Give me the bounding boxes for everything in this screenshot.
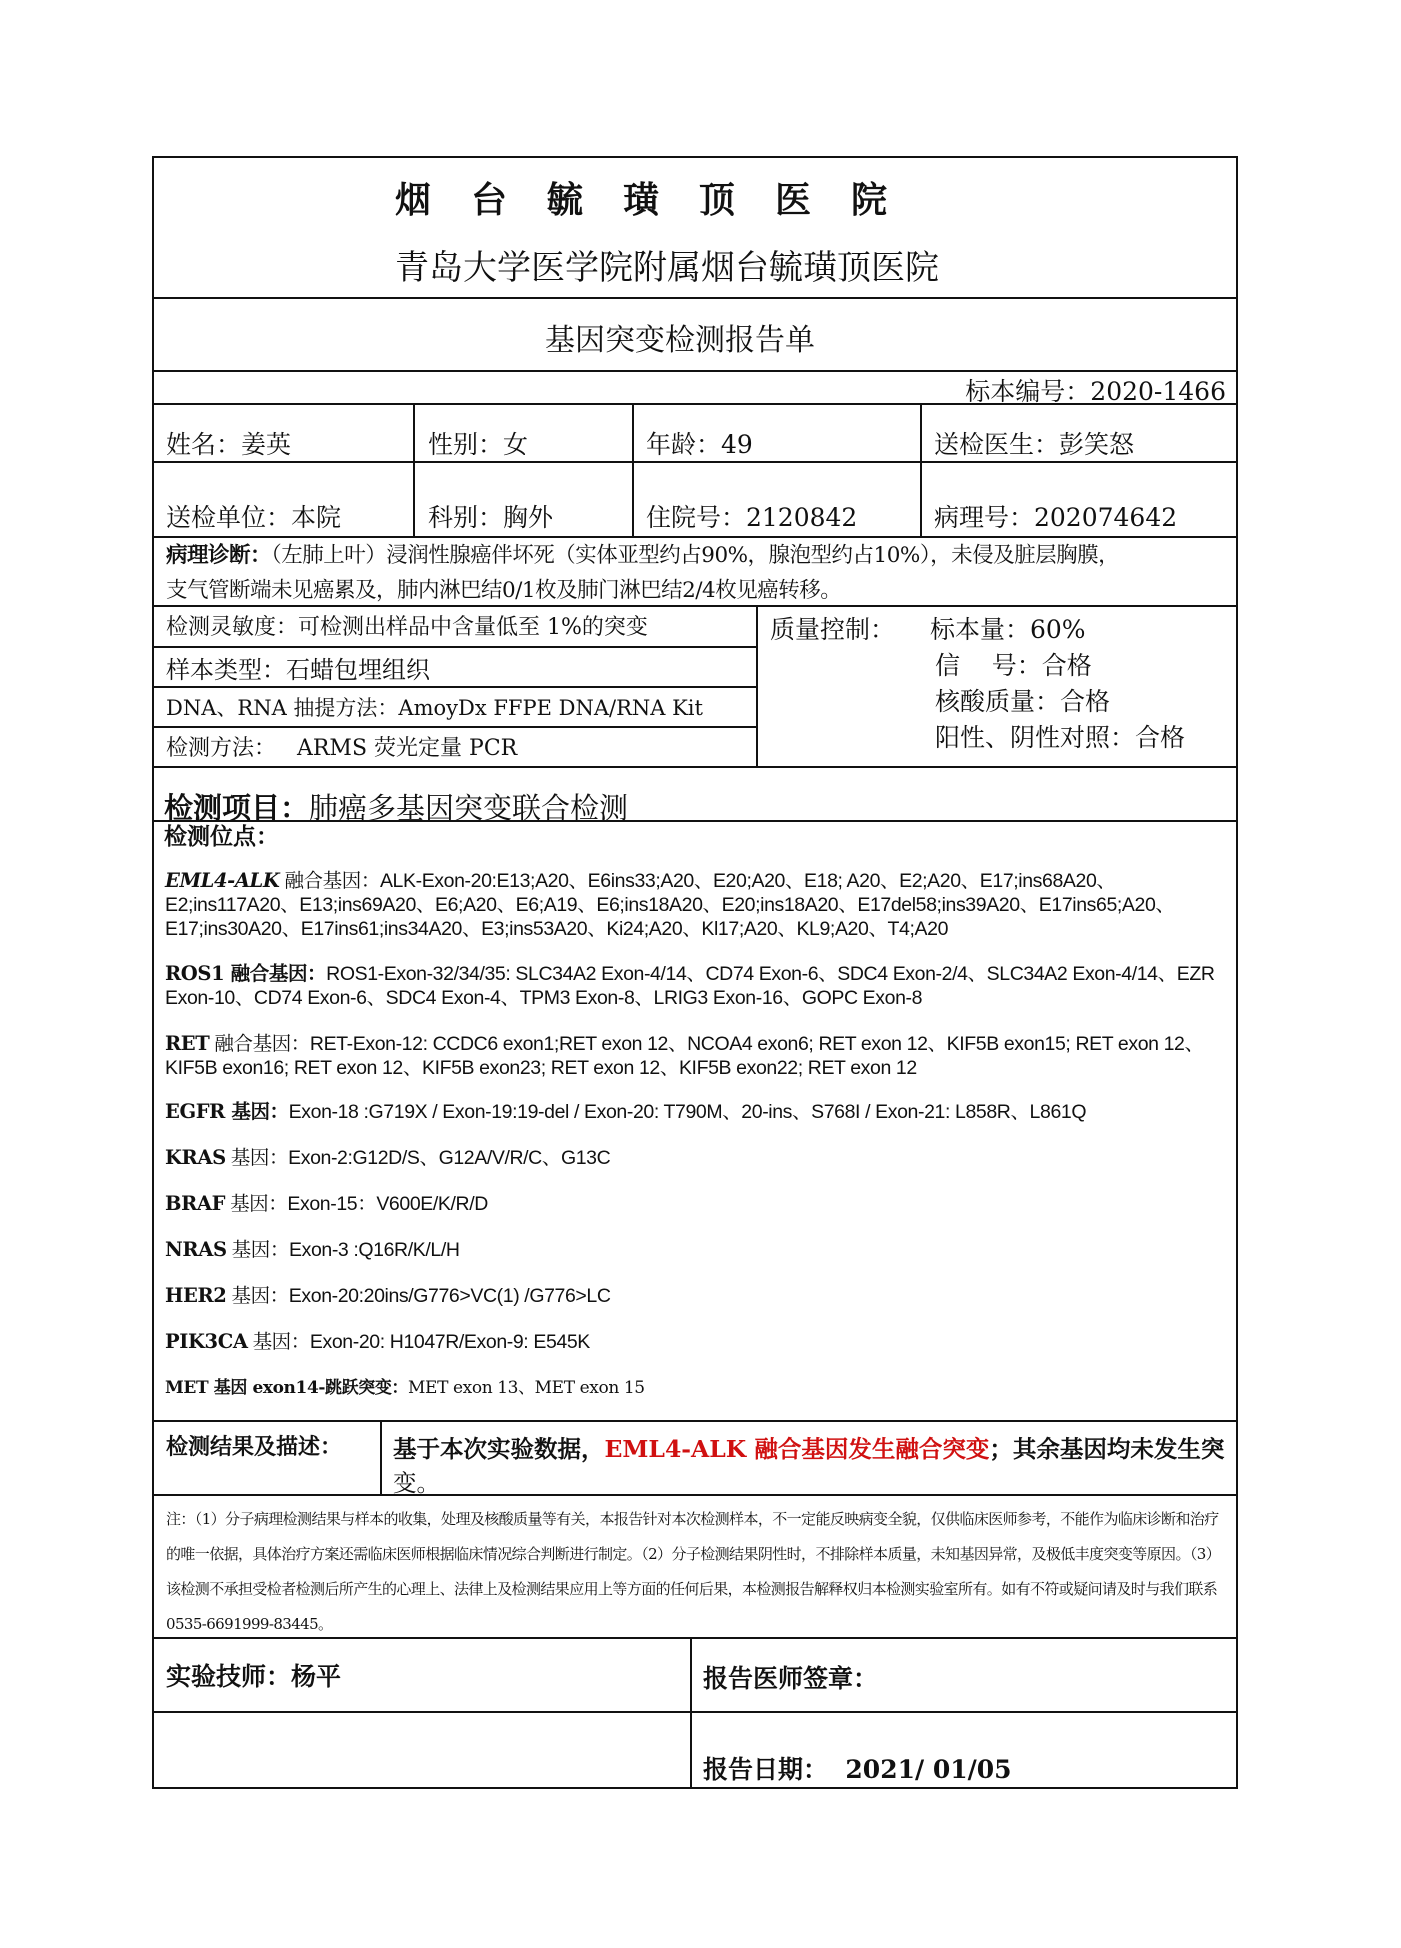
- divider: [152, 1637, 1238, 1639]
- divider: [413, 403, 415, 536]
- divider: [152, 1711, 1238, 1713]
- diagnosis-label: 病理诊断：: [166, 543, 272, 568]
- lab-technician: 实验技师：杨平: [166, 1662, 342, 1691]
- gene-item: EGFR 基因：Exon-18 :G719X / Exon-19:19-del / Exon-20: T790M、20-ins、S768I / Exon-21: L858R、L861Q: [165, 1100, 1087, 1123]
- divider: [632, 403, 634, 536]
- divider: [152, 605, 1238, 607]
- divider: [920, 403, 922, 536]
- doctor-signature: 报告医师签章：: [703, 1664, 879, 1693]
- divider: [152, 461, 1238, 463]
- gene-item: NRAS 基因：Exon-3 :Q16R/K/L/H: [165, 1238, 460, 1261]
- divider: [152, 646, 756, 648]
- diagnosis-text-line2: 支气管断端未见癌累及，肺内淋巴结0/1枚及肺门淋巴结2/4枚见癌转移。: [166, 578, 842, 603]
- control-result: 阳性、阴性对照：合格: [935, 723, 1186, 752]
- divider: [152, 766, 1238, 768]
- patient-sex: 性别：女: [428, 430, 529, 459]
- gene-item: ROS1 融合基因：ROS1-Exon-32/34/35: SLC34A2 Exon-4/14、CD74 Exon-6、SDC4 Exon-2/4、SLC34A2 Exon-4/14、EZR Exon-10、CD74 Exon-6、SDC4 Exon-4、TPM3 Exon-8、LRIG3 Exon-16、GOPC Exon-8: [165, 962, 1215, 1009]
- gene-item: BRAF 基因：Exon-15：V600E/K/R/D: [165, 1192, 488, 1215]
- result-label: 检测结果及描述：: [166, 1434, 343, 1460]
- signal: 信 号：合格: [935, 651, 1092, 680]
- detection-sites-label: 检测位点：: [164, 823, 279, 850]
- divider: [152, 1420, 1238, 1422]
- divider: [152, 403, 1238, 405]
- sensitivity: 检测灵敏度：可检测出样品中含量低至 1%的突变: [166, 615, 648, 640]
- divider: [152, 1494, 1238, 1496]
- divider: [152, 820, 1238, 822]
- project-value: 肺癌多基因突变联合检测: [309, 791, 629, 825]
- sample-amount: 标本量：60%: [930, 615, 1086, 644]
- result-description-line2: 变。: [393, 1469, 440, 1497]
- divider: [152, 726, 756, 728]
- divider: [690, 1637, 692, 1789]
- referring-doctor: 送检医生：彭笑怒: [934, 430, 1135, 459]
- quality-control-label: 质量控制：: [770, 615, 896, 644]
- hospital-name: 烟台毓璜顶医院: [395, 179, 928, 221]
- gene-item: RET 融合基因：RET-Exon-12: CCDC6 exon1;RET exon 12、NCOA4 exon6; RET exon 12、KIF5B exon15; RET exon 12、KIF5B exon16; RET exon 12、KIF5B exon23; RET exon 12、KIF5B exon22; RET exon 12: [165, 1032, 1204, 1079]
- gene-item: KRAS 基因：Exon-2:G12D/S、G12A/V/R/C、G13C: [165, 1146, 611, 1169]
- diagnosis-text: （左肺上叶）浸润性腺癌伴坏死（实体亚型约占90%，腺泡型约占10%），未侵及脏层胸膜，: [271, 543, 1120, 568]
- report-title: 基因突变检测报告单: [545, 323, 815, 358]
- inpatient-number: 住院号：2120842: [646, 503, 858, 532]
- gene-item: MET 基因 exon14-跳跃突变：MET exon 13、MET exon 15: [165, 1378, 645, 1398]
- department: 科别：胸外: [428, 503, 554, 532]
- sample-type: 样本类型：石蜡包埋组织: [166, 656, 430, 684]
- project-label: 检测项目：: [164, 791, 310, 825]
- gene-item: PIK3CA 基因：Exon-20: H1047R/Exon-9: E545K: [165, 1330, 590, 1353]
- divider: [152, 297, 1238, 299]
- disclaimer-note: 注：（1）分子病理检测结果与样本的收集，处理及核酸质量等有关，本报告针对本次检测样本，不一定能反映病变全貌，仅供临床医师参考，不能作为临床诊断和治疗的唯一依据，具体治疗方案还需临床医师根据临床情况综合判断进行制定。（2）分子检测结果阴性时，不排除样本质量，未知基因异常，及极低丰度突变等原因。（3）该检测不承担受检者检测后所产生的心理上、法律上及检测结果应用上等方面的任何后果，本检测报告解释权归本检测实验室所有。如有不符或疑问请及时与我们联系 0535-6691999-83445。: [166, 1510, 1221, 1633]
- gene-item: EML4-ALK 融合基因：ALK-Exon-20:E13;A20、E6ins33;A20、E20;A20、E18; A20、E2;A20、E17;ins68A20、E2;ins117A20、E13;ins69A20、E6;A20、E6;A19、E6;ins18A20、E20;ins18A20、E17del58;ins39A20、E17ins65;A20、E17;ins30A20、E17ins61;ins34A20、E3;ins53A20、Ki24;A20、Kl17;A20、KL9;A20、T4;A20: [165, 869, 1175, 940]
- hospital-affiliation: 青岛大学医学院附属烟台毓璜顶医院: [395, 248, 939, 288]
- nucleic-quality: 核酸质量：合格: [935, 687, 1111, 716]
- detection-method: 检测方法： ARMS 荧光定量 PCR: [166, 736, 518, 761]
- divider: [756, 605, 758, 766]
- result-description: 基于本次实验数据，EML4-ALK 融合基因发生融合突变；其余基因均未发生突: [393, 1435, 1225, 1463]
- pathology-number: 病理号：202074642: [934, 503, 1178, 532]
- report-date: 报告日期： 2021/ 01/05: [703, 1755, 1012, 1784]
- patient-name: 姓名：姜英: [166, 430, 292, 459]
- referring-unit: 送检单位：本院: [166, 503, 342, 532]
- gene-item: HER2 基因：Exon-20:20ins/G776>VC(1) /G776>LC: [165, 1284, 611, 1307]
- specimen-number: 标本编号：2020-1466: [965, 377, 1226, 406]
- patient-age: 年龄：49: [646, 430, 753, 459]
- extraction-method: DNA、RNA 抽提方法：AmoyDx FFPE DNA/RNA Kit: [166, 696, 703, 720]
- result-highlight: EML4-ALK 融合基因发生融合突变: [604, 1435, 990, 1463]
- pathology-diagnosis: [166, 538, 1119, 569]
- divider: [380, 1420, 382, 1494]
- divider: [152, 686, 756, 688]
